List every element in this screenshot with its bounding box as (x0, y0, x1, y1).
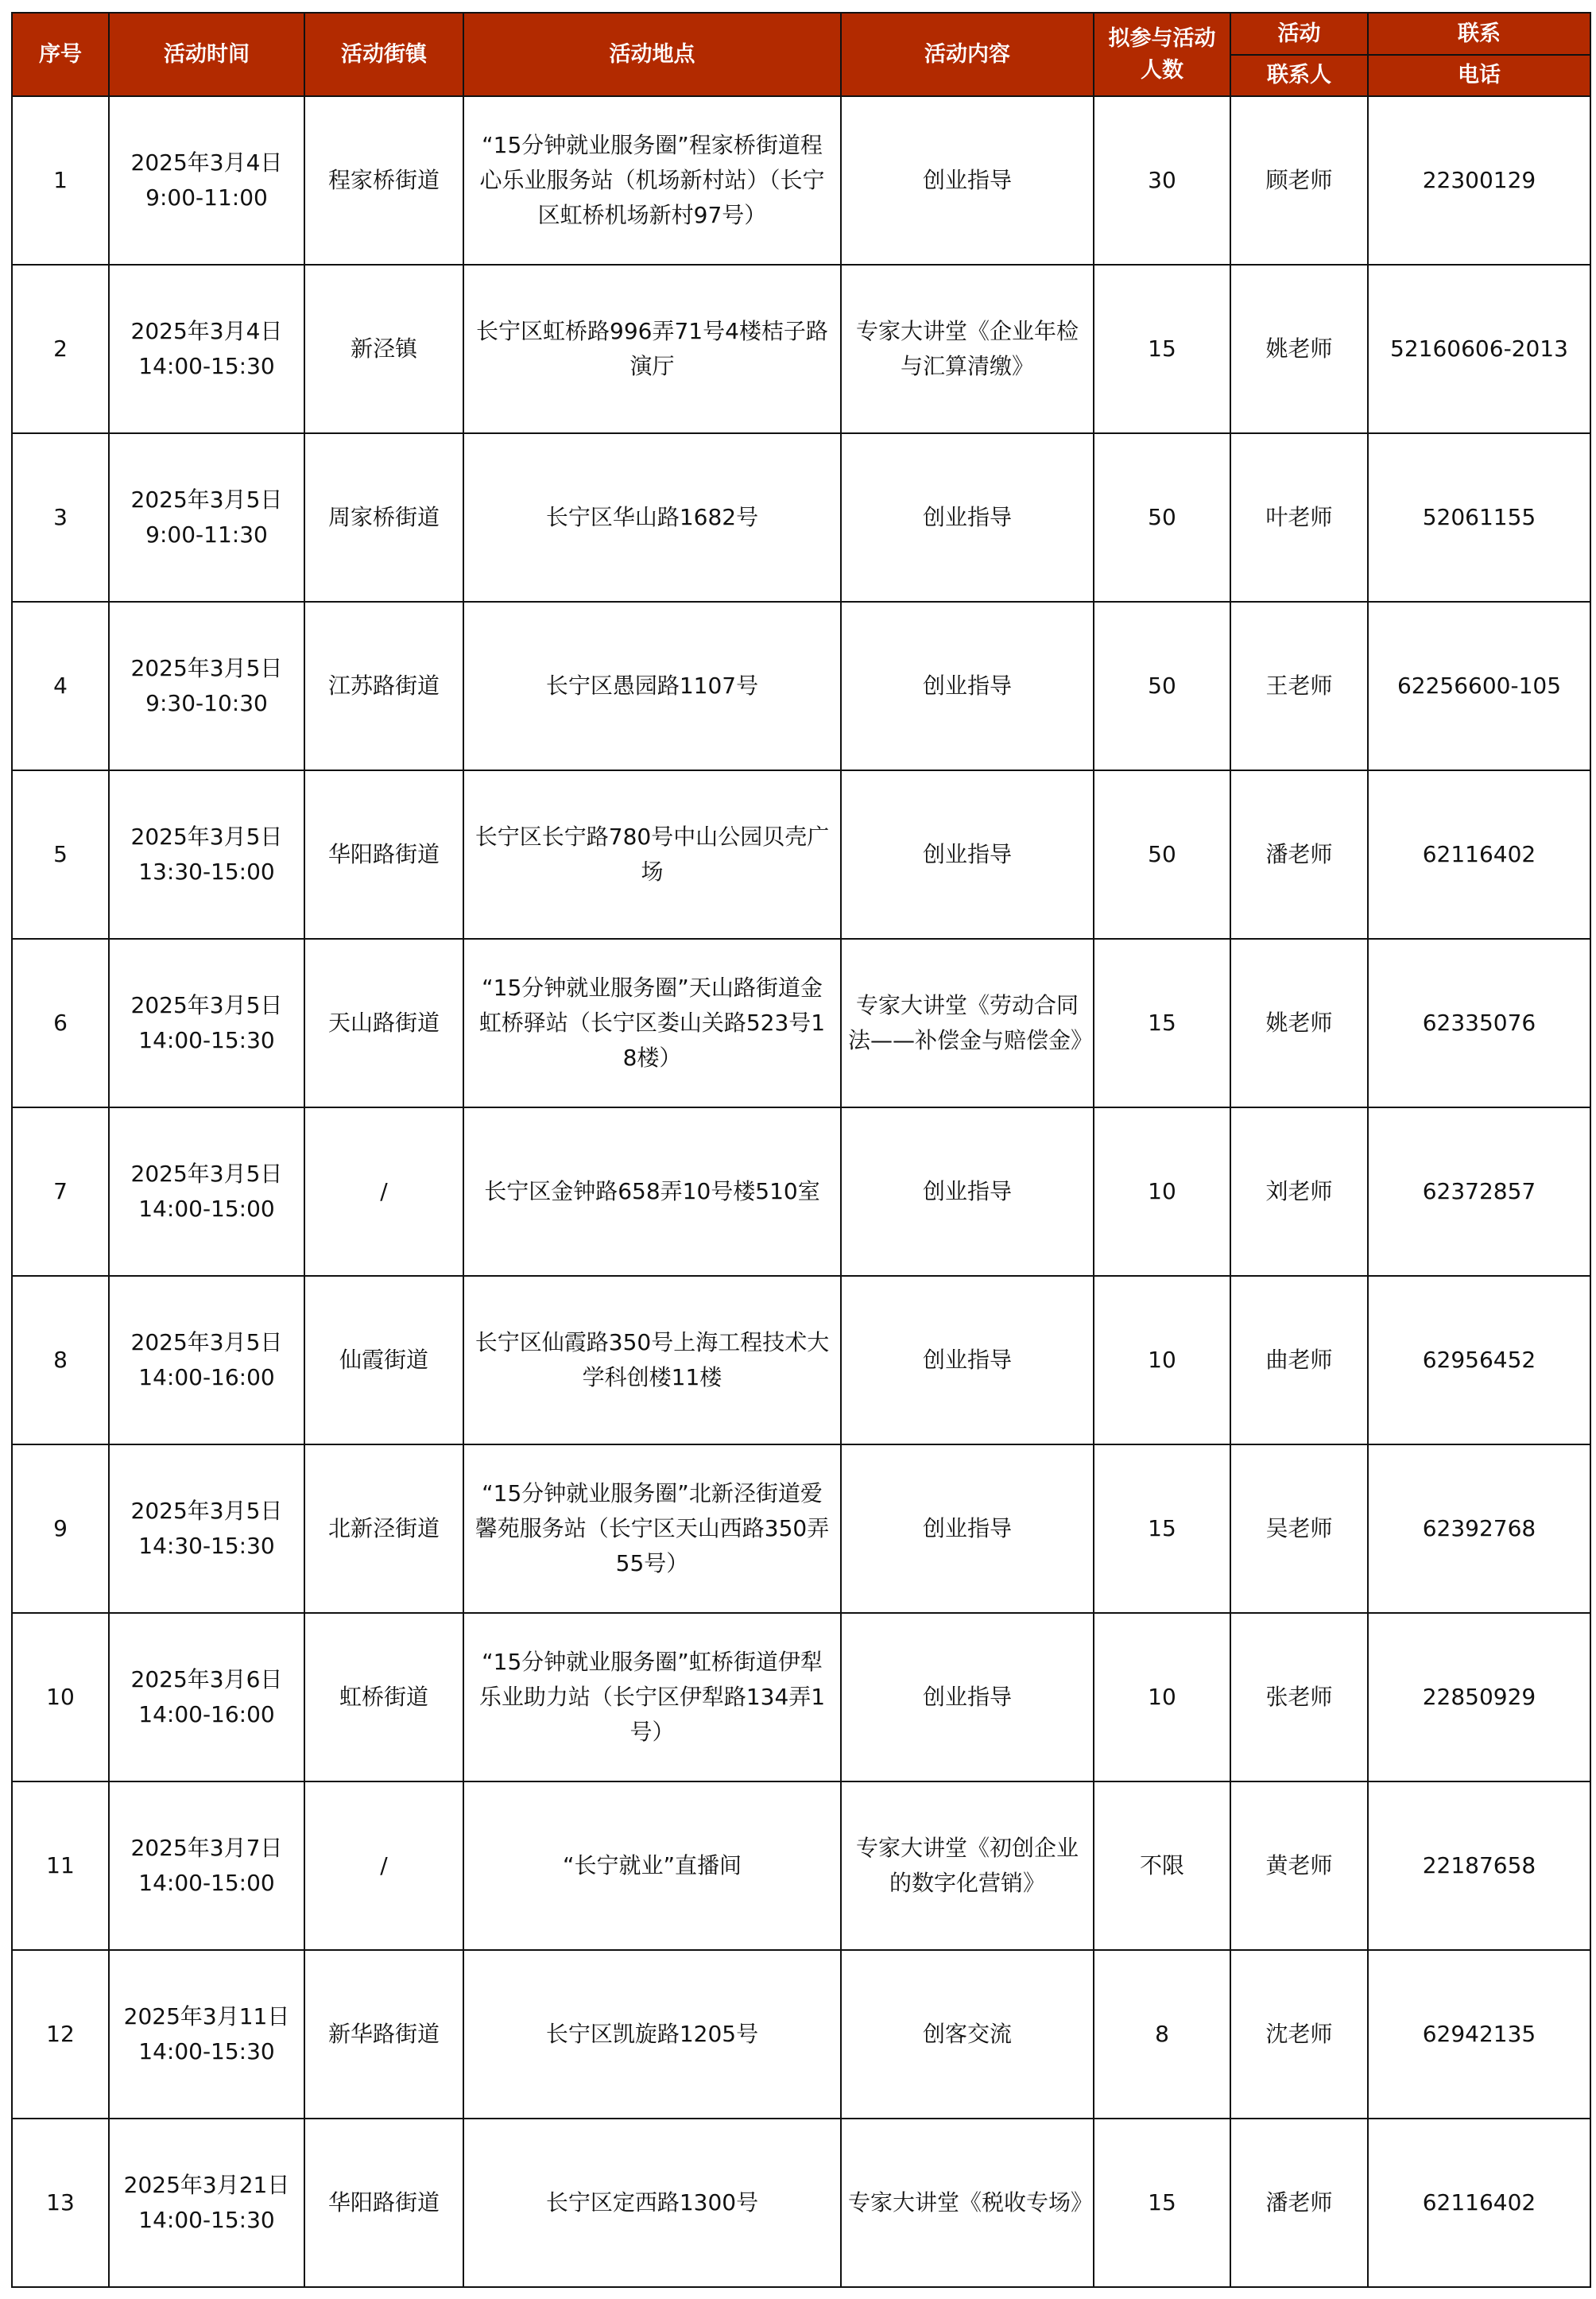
cell-town: 新泾镇 (304, 265, 463, 433)
cell-place: 长宁区愚园路1107号 (463, 602, 841, 770)
cell-index: 9 (12, 1444, 109, 1613)
cell-date-text: 2025年3月7日 (130, 1835, 283, 1861)
cell-index: 1 (12, 96, 109, 265)
table-header (12, 13, 1590, 96)
header-place: 活动地点 (463, 13, 841, 96)
cell-contact-person: 吴老师 (1230, 1444, 1368, 1613)
cell-time-text: 14:00-15:30 (138, 1027, 275, 1053)
header-time: 活动时间 (109, 13, 304, 96)
cell-time-text: 14:30-15:30 (138, 1533, 275, 1559)
header-contact-person-top: 活动 (1230, 13, 1368, 55)
cell-content: 专家大讲堂《劳动合同法——补偿金与赔偿金》 (841, 939, 1094, 1107)
cell-participants: 15 (1094, 265, 1230, 433)
cell-contact-person: 姚老师 (1230, 265, 1368, 433)
header-phone-bottom: 电话 (1368, 55, 1590, 96)
cell-contact-person: 叶老师 (1230, 433, 1368, 602)
cell-time (109, 96, 304, 265)
cell-phone: 52160606-2013 (1368, 265, 1590, 433)
table-row (12, 96, 1590, 265)
cell-phone: 22187658 (1368, 1781, 1590, 1950)
cell-phone: 62956452 (1368, 1276, 1590, 1444)
header-content: 活动内容 (841, 13, 1094, 96)
cell-participants: 50 (1094, 770, 1230, 939)
cell-content: 专家大讲堂《企业年检与汇算清缴》 (841, 265, 1094, 433)
cell-time (109, 770, 304, 939)
table-row (12, 770, 1590, 939)
cell-index: 11 (12, 1781, 109, 1950)
cell-place: “15分钟就业服务圈”天山路街道金虹桥驿站（长宁区娄山关路523号18楼） (463, 939, 841, 1107)
table-row (12, 1950, 1590, 2119)
cell-contact-person: 张老师 (1230, 1613, 1368, 1781)
table-row (12, 1107, 1590, 1276)
cell-town: 虹桥街道 (304, 1613, 463, 1781)
cell-date-text: 2025年3月6日 (130, 1666, 283, 1692)
cell-phone: 62116402 (1368, 770, 1590, 939)
cell-contact-person: 刘老师 (1230, 1107, 1368, 1276)
cell-content: 创客交流 (841, 1950, 1094, 2119)
cell-index: 5 (12, 770, 109, 939)
cell-index: 10 (12, 1613, 109, 1781)
table-row (12, 265, 1590, 433)
cell-index: 4 (12, 602, 109, 770)
cell-content: 创业指导 (841, 1613, 1094, 1781)
table-row (12, 939, 1590, 1107)
cell-date-text: 2025年3月5日 (130, 824, 283, 850)
cell-time-text: 14:00-15:00 (138, 1196, 275, 1222)
activity-schedule-sheet (11, 12, 1590, 2288)
cell-content: 创业指导 (841, 96, 1094, 265)
cell-participants: 15 (1094, 939, 1230, 1107)
cell-date-text: 2025年3月4日 (130, 149, 283, 176)
cell-phone: 22850929 (1368, 1613, 1590, 1781)
cell-content: 创业指导 (841, 770, 1094, 939)
table-row (12, 602, 1590, 770)
cell-date-text: 2025年3月5日 (130, 655, 283, 681)
cell-time-text: 14:00-16:00 (138, 1364, 275, 1390)
cell-time-text: 14:00-16:00 (138, 1701, 275, 1727)
cell-place: 长宁区华山路1682号 (463, 433, 841, 602)
cell-town: 江苏路街道 (304, 602, 463, 770)
cell-place: 长宁区凯旋路1205号 (463, 1950, 841, 2119)
table-row (12, 1781, 1590, 1950)
cell-content: 创业指导 (841, 433, 1094, 602)
cell-phone: 62942135 (1368, 1950, 1590, 2119)
cell-index: 2 (12, 265, 109, 433)
cell-contact-person: 沈老师 (1230, 1950, 1368, 2119)
cell-place: “15分钟就业服务圈”程家桥街道程心乐业服务站（机场新村站）（长宁区虹桥机场新村97号） (463, 96, 841, 265)
cell-time-text: 14:00-15:00 (138, 1870, 275, 1896)
cell-date-text: 2025年3月21日 (123, 2172, 290, 2198)
cell-town: 仙霞街道 (304, 1276, 463, 1444)
cell-content: 专家大讲堂《税收专场》 (841, 2119, 1094, 2287)
cell-town: / (304, 1107, 463, 1276)
cell-phone: 62256600-105 (1368, 602, 1590, 770)
cell-town: 华阳路街道 (304, 2119, 463, 2287)
cell-time-text: 9:00-11:30 (145, 521, 268, 548)
cell-contact-person: 潘老师 (1230, 770, 1368, 939)
cell-participants: 50 (1094, 602, 1230, 770)
cell-time-text: 9:30-10:30 (145, 690, 268, 716)
table-row (12, 1444, 1590, 1613)
cell-participants: 10 (1094, 1107, 1230, 1276)
cell-phone: 62372857 (1368, 1107, 1590, 1276)
cell-town: 周家桥街道 (304, 433, 463, 602)
cell-index: 12 (12, 1950, 109, 2119)
cell-time-text: 13:30-15:00 (138, 859, 275, 885)
cell-content: 创业指导 (841, 602, 1094, 770)
cell-participants: 8 (1094, 1950, 1230, 2119)
cell-participants: 15 (1094, 2119, 1230, 2287)
cell-place: 长宁区金钟路658弄10号楼510室 (463, 1107, 841, 1276)
cell-contact-person: 王老师 (1230, 602, 1368, 770)
table-row (12, 1613, 1590, 1781)
cell-content: 创业指导 (841, 1276, 1094, 1444)
cell-index: 13 (12, 2119, 109, 2287)
cell-phone: 22300129 (1368, 96, 1590, 265)
cell-index: 8 (12, 1276, 109, 1444)
cell-time (109, 1276, 304, 1444)
cell-time-text: 14:00-15:30 (138, 2038, 275, 2064)
cell-place: 长宁区虹桥路996弄71号4楼桔子路演厅 (463, 265, 841, 433)
header-index: 序号 (12, 13, 109, 96)
cell-place: “15分钟就业服务圈”虹桥街道伊犁乐业助力站（长宁区伊犁路134弄1号） (463, 1613, 841, 1781)
cell-date-text: 2025年3月5日 (130, 1329, 283, 1355)
cell-date-text: 2025年3月5日 (130, 1161, 283, 1187)
cell-place: 长宁区长宁路780号中山公园贝壳广场 (463, 770, 841, 939)
cell-date-text: 2025年3月11日 (123, 2003, 290, 2030)
cell-participants: 10 (1094, 1276, 1230, 1444)
table-body (12, 96, 1590, 2287)
cell-participants: 50 (1094, 433, 1230, 602)
cell-date-text: 2025年3月5日 (130, 487, 283, 513)
cell-time-text: 9:00-11:00 (145, 184, 268, 211)
cell-place: “长宁就业”直播间 (463, 1781, 841, 1950)
cell-town: / (304, 1781, 463, 1950)
cell-participants: 不限 (1094, 1781, 1230, 1950)
cell-date-text: 2025年3月4日 (130, 318, 283, 344)
cell-contact-person: 曲老师 (1230, 1276, 1368, 1444)
cell-town: 新华路街道 (304, 1950, 463, 2119)
cell-phone: 62335076 (1368, 939, 1590, 1107)
cell-index: 7 (12, 1107, 109, 1276)
header-contact-person-bottom: 联系人 (1230, 55, 1368, 96)
activity-schedule-table (11, 12, 1591, 2288)
cell-time (109, 433, 304, 602)
table-row (12, 1276, 1590, 1444)
cell-index: 3 (12, 433, 109, 602)
cell-contact-person: 顾老师 (1230, 96, 1368, 265)
cell-time (109, 1444, 304, 1613)
header-town: 活动街镇 (304, 13, 463, 96)
cell-participants: 10 (1094, 1613, 1230, 1781)
table-row (12, 433, 1590, 602)
header-participants: 拟参与活动人数 (1094, 13, 1230, 96)
cell-index: 6 (12, 939, 109, 1107)
cell-content: 专家大讲堂《初创企业的数字化营销》 (841, 1781, 1094, 1950)
cell-contact-person: 潘老师 (1230, 2119, 1368, 2287)
cell-place: “15分钟就业服务圈”北新泾街道爱馨苑服务站（长宁区天山西路350弄55号） (463, 1444, 841, 1613)
cell-date-text: 2025年3月5日 (130, 1498, 283, 1524)
cell-town: 天山路街道 (304, 939, 463, 1107)
cell-time (109, 939, 304, 1107)
cell-town: 华阳路街道 (304, 770, 463, 939)
header-phone-top: 联系 (1368, 13, 1590, 55)
cell-time (109, 1781, 304, 1950)
cell-content: 创业指导 (841, 1444, 1094, 1613)
cell-date-text: 2025年3月5日 (130, 992, 283, 1018)
cell-time (109, 2119, 304, 2287)
cell-place: 长宁区仙霞路350号上海工程技术大学科创楼11楼 (463, 1276, 841, 1444)
cell-time (109, 602, 304, 770)
cell-phone: 52061155 (1368, 433, 1590, 602)
cell-participants: 30 (1094, 96, 1230, 265)
cell-time-text: 14:00-15:30 (138, 2207, 275, 2233)
table-row (12, 2119, 1590, 2287)
cell-place: 长宁区定西路1300号 (463, 2119, 841, 2287)
cell-time (109, 1950, 304, 2119)
cell-time (109, 265, 304, 433)
cell-contact-person: 黄老师 (1230, 1781, 1368, 1950)
cell-town: 北新泾街道 (304, 1444, 463, 1613)
cell-phone: 62116402 (1368, 2119, 1590, 2287)
cell-time-text: 14:00-15:30 (138, 353, 275, 379)
cell-town: 程家桥街道 (304, 96, 463, 265)
cell-time (109, 1613, 304, 1781)
cell-phone: 62392768 (1368, 1444, 1590, 1613)
cell-time (109, 1107, 304, 1276)
cell-participants: 15 (1094, 1444, 1230, 1613)
cell-contact-person: 姚老师 (1230, 939, 1368, 1107)
cell-content: 创业指导 (841, 1107, 1094, 1276)
